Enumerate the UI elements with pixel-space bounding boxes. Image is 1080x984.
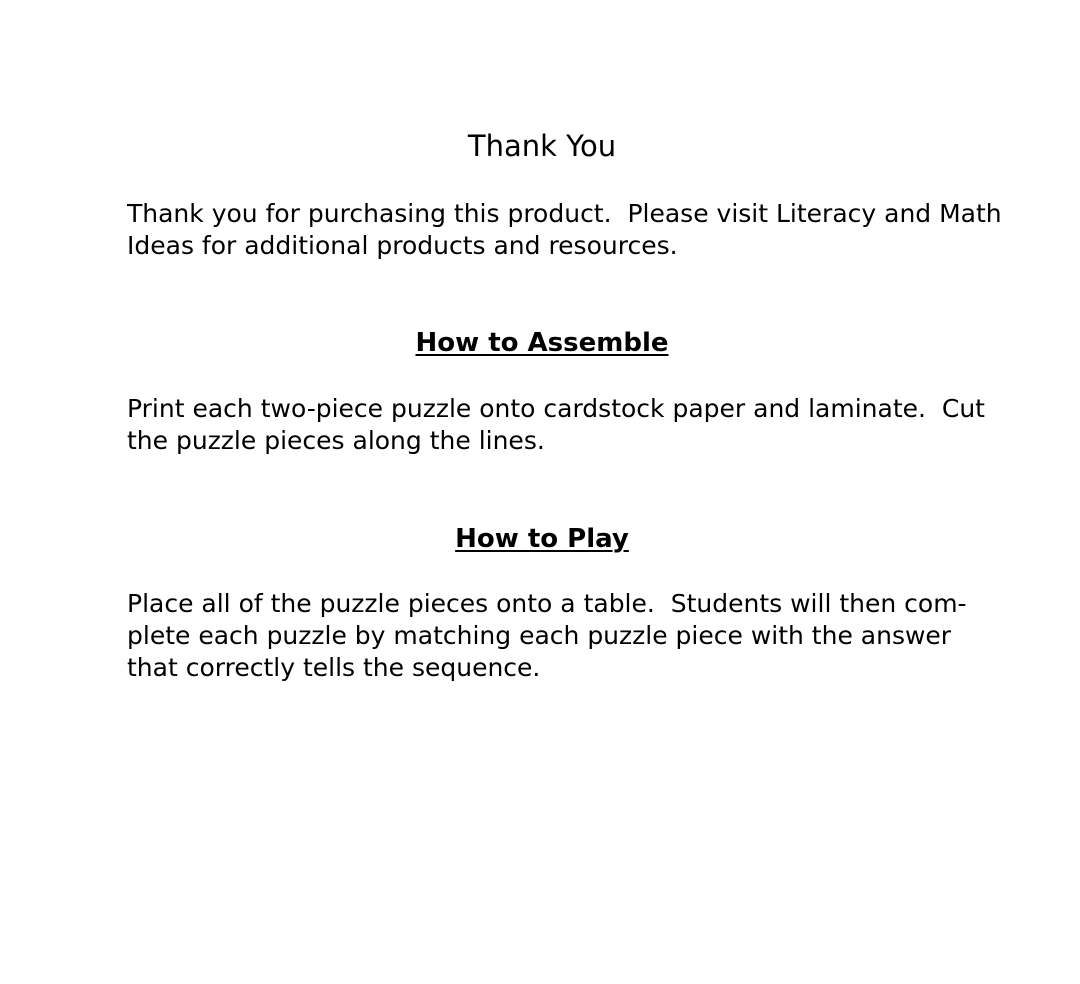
paragraph-line: Print each two-piece puzzle onto cardstock paper and laminate. Cut [127, 394, 985, 423]
thank-you-paragraph [127, 198, 1002, 262]
paragraph-line: Place all of the puzzle pieces onto a table. Students will then com- [127, 589, 967, 618]
section-heading-play: How to Play [455, 524, 629, 554]
paragraph-line: that correctly tells the sequence. [127, 653, 541, 682]
paragraph-line: Thank you for purchasing this product. Please visit Literacy and Math [127, 199, 1002, 228]
paragraph-line: the puzzle pieces along the lines. [127, 426, 545, 455]
play-paragraph [127, 588, 977, 684]
assemble-paragraph [127, 393, 985, 457]
paragraph-line: Ideas for additional products and resources. [127, 231, 678, 260]
page-title: Thank You [467, 129, 617, 163]
section-heading-assemble: How to Assemble [415, 328, 669, 358]
paragraph-line: plete each puzzle by matching each puzzle piece with the answer [127, 621, 952, 650]
